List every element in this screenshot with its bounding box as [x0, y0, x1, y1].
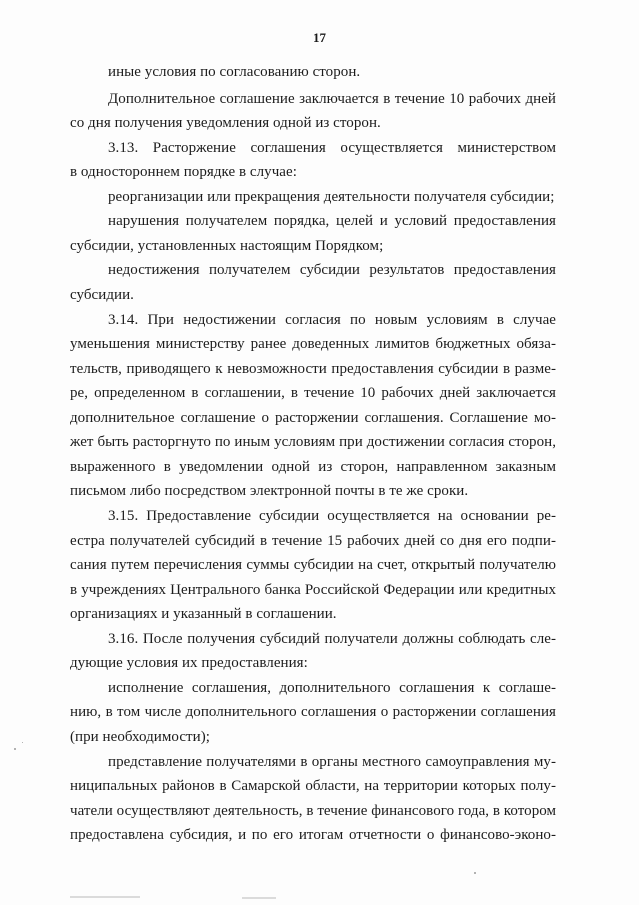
text-line: выраженного в уведомлении одной из сторон, направленном заказным [70, 459, 556, 475]
scan-speck [474, 872, 476, 874]
text-line: нию, в том числе дополнительного соглашения о расторжении соглашения [70, 704, 556, 720]
scan-artifact [242, 897, 276, 899]
text-line: 3.15. Предоставление субсидии осуществляется на основании ре- [108, 508, 556, 524]
text-line: естра получателей субсидий в течение 15 рабочих дней со дня его подпи- [70, 533, 556, 549]
text-line: 3.14. При недостижении согласия по новым условиям в случае [108, 312, 556, 328]
text-line: жет быть расторгнуто по иным условиям при достижении согласия сторон, [70, 434, 556, 450]
text-line: письмом либо посредством электронной почты в те же сроки. [70, 483, 469, 499]
text-line: нарушения получателем порядка, целей и условий предоставления [108, 213, 556, 229]
text-line: представление получателями в органы местного самоуправления му- [108, 754, 556, 770]
text-line: исполнение соглашения, дополнительного соглашения к соглаше- [108, 680, 556, 696]
text-line: сания путем перечисления суммы субсидии на счет, открытый получателю [70, 557, 556, 573]
page-number: 17 [313, 30, 326, 45]
text-line: субсидии, установленных настоящим Порядком; [70, 238, 384, 254]
text-line: дующие условия их предоставления: [70, 655, 308, 671]
text-line: чатели осуществляют деятельность, в течение финансового года, в котором [70, 803, 557, 819]
scan-speck [22, 742, 23, 743]
text-line: организациях и указанный в соглашении. [70, 606, 337, 622]
text-line: недостижения получателем субсидии результатов предоставления [108, 262, 556, 278]
scan-artifact [70, 896, 140, 898]
text-line: 3.13. Расторжение соглашения осуществляется министерством [108, 140, 556, 156]
text-line: предоставлена субсидия, и по его итогам отчетности о финансово-эконо- [70, 827, 556, 843]
text-line: тельств, приводящего к невозможности предоставления субсидии в разме- [70, 361, 556, 377]
text-line: иные условия по согласованию сторон. [108, 64, 361, 80]
text-line: ниципальных районов в Самарской области, на территории которых полу- [70, 778, 556, 794]
text-line: Дополнительное соглашение заключается в течение 10 рабочих дней [108, 91, 556, 107]
text-line: реорганизации или прекращения деятельности получателя субсидии; [108, 189, 555, 205]
text-line: субсидии. [70, 287, 134, 303]
text-line: ре, определенном в соглашении, в течение 10 рабочих дней заключается [70, 385, 556, 401]
text-line: уменьшения министерству ранее доведенных лимитов бюджетных обяза- [70, 336, 556, 352]
text-line: в учреждениях Центрального банка Российской Федерации или кредитных [70, 582, 556, 598]
text-line: дополнительное соглашение о расторжении соглашения. Соглашение мо- [70, 410, 556, 426]
text-line: 3.16. После получения субсидий получатели должны соблюдать сле- [108, 631, 556, 647]
text-line: в одностороннем порядке в случае: [70, 164, 297, 180]
text-line: (при необходимости); [70, 729, 210, 745]
scan-speck [14, 748, 16, 750]
text-line: со дня получения уведомления одной из сторон. [70, 115, 381, 131]
